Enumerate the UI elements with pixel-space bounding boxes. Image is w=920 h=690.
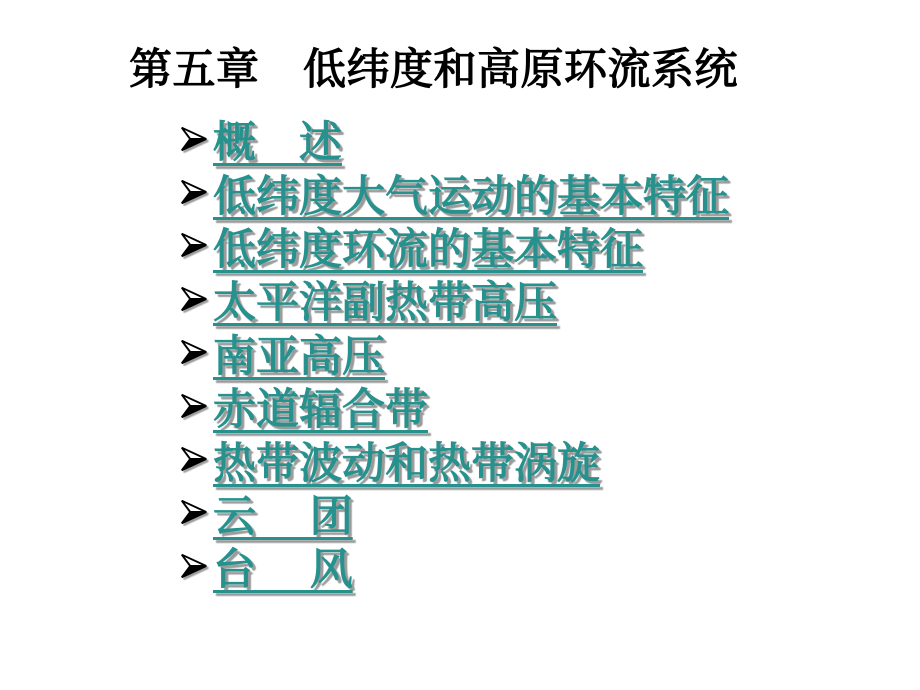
toc-item xyxy=(178,224,729,277)
arrowhead-bullet-icon xyxy=(178,496,210,528)
arrowhead-bullet-icon xyxy=(178,283,210,315)
toc-item xyxy=(178,331,729,384)
toc-link-overview[interactable]: 概 述 xyxy=(213,120,342,168)
toc-item xyxy=(178,117,729,170)
toc-link-typhoon[interactable]: 台 风 xyxy=(213,547,353,595)
toc-item xyxy=(178,170,729,223)
toc-link-equatorial-convergence-zone[interactable]: 赤道辐合带 xyxy=(213,387,428,435)
toc-item xyxy=(178,437,729,490)
slide-title: 第五章 低纬度和高原环流系统 xyxy=(129,47,738,94)
toc-item xyxy=(178,277,729,330)
toc-link-pacific-subtropical-high[interactable]: 太平洋副热带高压 xyxy=(213,280,557,328)
arrowhead-bullet-icon xyxy=(178,390,210,422)
toc-item xyxy=(178,544,729,597)
toc-link-low-latitude-atmospheric-motion-features[interactable]: 低纬度大气运动的基本特征 xyxy=(213,173,729,221)
arrowhead-bullet-icon xyxy=(178,336,210,368)
arrowhead-bullet-icon xyxy=(178,550,210,582)
arrowhead-bullet-icon xyxy=(178,229,210,261)
toc-link-low-latitude-circulation-features[interactable]: 低纬度环流的基本特征 xyxy=(213,226,643,274)
arrowhead-bullet-icon xyxy=(178,176,210,208)
toc-link-tropical-waves-and-vortices[interactable]: 热带波动和热带涡旋 xyxy=(213,440,600,488)
table-of-contents xyxy=(178,117,729,598)
toc-item xyxy=(178,384,729,437)
toc-link-south-asia-high[interactable]: 南亚高压 xyxy=(213,333,385,381)
arrowhead-bullet-icon xyxy=(178,123,210,155)
arrowhead-bullet-icon xyxy=(178,443,210,475)
toc-link-cloud-cluster[interactable]: 云 团 xyxy=(213,493,353,541)
toc-item xyxy=(178,491,729,544)
